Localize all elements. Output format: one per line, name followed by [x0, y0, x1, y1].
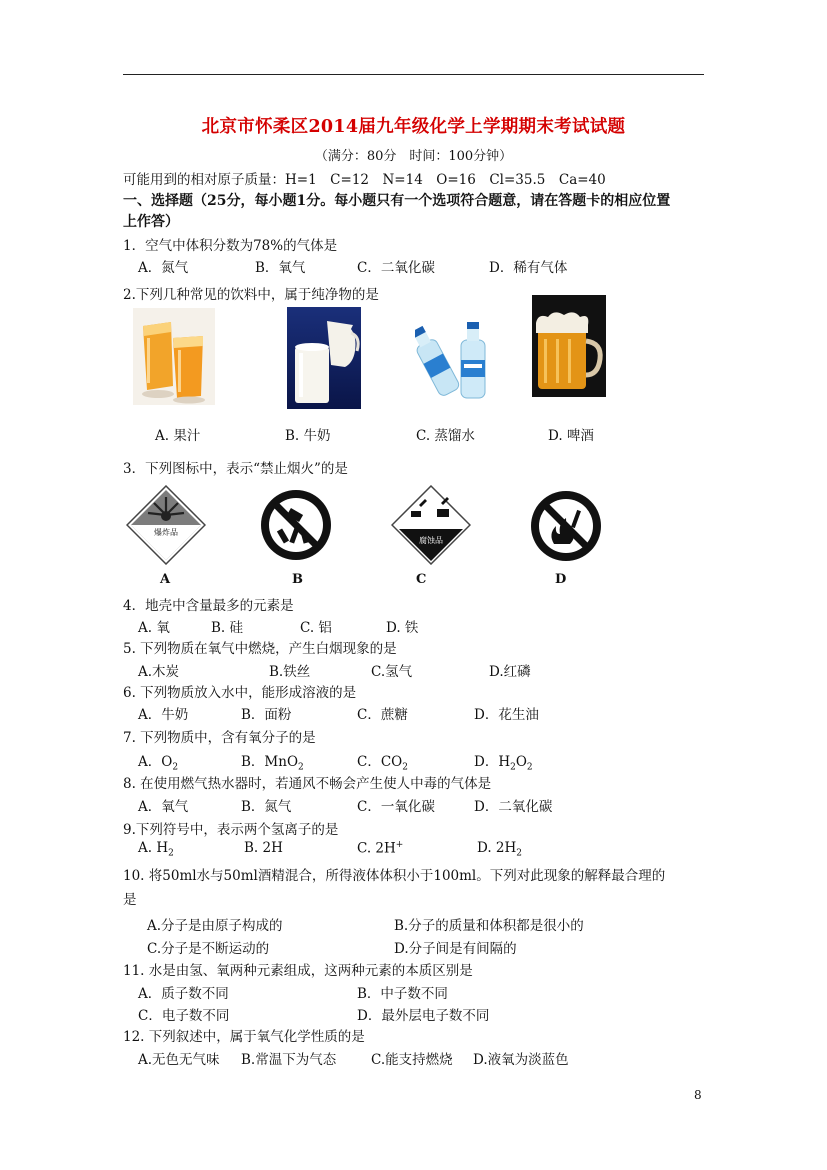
- page-title: 北京市怀柔区2014届九年级化学上学期期末考试试题: [201, 117, 626, 137]
- header-rule: [123, 74, 704, 75]
- no-dumping-sign-icon: [258, 487, 334, 563]
- beer-image: [532, 295, 606, 397]
- q10-option-a: A.分子是由原子构成的: [147, 918, 283, 934]
- q7-option-d: D．$H_2O_2$: [474, 754, 533, 773]
- q7-option-c: C．$CO_2$: [357, 754, 408, 773]
- q4-option-d: D. 铁: [386, 620, 419, 636]
- q8-option-c: C．一氧化碳: [357, 799, 435, 815]
- q3-stem: 3．下列图标中，表示“禁止烟火”的是: [123, 461, 348, 477]
- q12-stem: 12. 下列叙述中，属于氧气化学性质的是: [123, 1029, 365, 1045]
- q2-option-d: D. 啤酒: [548, 428, 594, 444]
- q9-stem: 9.下列符号中，表示两个氢离子的是: [123, 822, 339, 838]
- q1-option-c: C．二氧化碳: [357, 260, 435, 276]
- q12-option-d: D.液氧为淡蓝色: [473, 1052, 569, 1068]
- q4-option-a: A. 氧: [138, 620, 170, 636]
- q2-stem: 2.下列几种常见的饮料中，属于纯净物的是: [123, 287, 379, 303]
- exam-info: （满分：80分 时间：100分钟）: [314, 149, 513, 164]
- q8-option-b: B．氮气: [241, 799, 292, 815]
- distilled-water-image: [415, 318, 493, 400]
- no-fire-sign-icon: [528, 488, 604, 564]
- q6-stem: 6. 下列物质放入水中，能形成溶液的是: [123, 685, 357, 701]
- q7-option-a: A．$O_2$: [138, 754, 179, 773]
- q4-option-c: C. 铝: [300, 620, 332, 636]
- q8-option-d: D．二氧化碳: [474, 799, 553, 815]
- q7-option-b: B．MnO$_2$: [241, 754, 304, 773]
- section-heading-line2: 上作答）: [123, 214, 179, 230]
- q1-option-a: A．氮气: [138, 260, 189, 276]
- q11-option-c: C．电子数不同: [138, 1008, 230, 1024]
- q6-option-a: A．牛奶: [138, 707, 189, 723]
- q12-option-b: B.常温下为气态: [241, 1052, 337, 1068]
- q9-option-a: A. $H_2$: [138, 840, 174, 859]
- q10-option-d: D.分子间是有间隔的: [394, 941, 517, 957]
- q10-stem-line2: 是: [123, 892, 137, 908]
- q12-option-a: A.无色无气味: [138, 1052, 220, 1068]
- q7-stem: 7. 下列物质中，含有氧分子的是: [123, 730, 316, 746]
- q3-option-b: B: [292, 572, 303, 587]
- q11-stem: 11. 水是由氢、氧两种元素组成，这两种元素的本质区别是: [123, 963, 473, 979]
- q3-option-a: A: [160, 572, 171, 587]
- q9-option-d: D. $2H_2$: [477, 840, 523, 859]
- q1-stem: 1．空气中体积分数为78%的气体是: [123, 238, 338, 254]
- q6-option-d: D．花生油: [474, 707, 539, 723]
- q4-stem: 4．地壳中含量最多的元素是: [123, 598, 294, 614]
- section-heading-line1: 一、选择题（25分，每小题1分。每小题只有一个选项符合题意，请在答题卡的相应位置: [123, 193, 671, 209]
- q8-stem: 8. 在使用燃气热水器时，若通风不畅会产生使人中毒的气体是: [123, 776, 492, 792]
- juice-image: [133, 308, 215, 405]
- q3-option-d: D: [555, 572, 567, 587]
- q1-option-d: D．稀有气体: [489, 260, 568, 276]
- q11-option-d: D．最外层电子数不同: [357, 1008, 490, 1024]
- q6-option-c: C．蔗糖: [357, 707, 408, 723]
- q5-option-b: B.铁丝: [269, 664, 311, 680]
- q3-option-c: C: [416, 572, 427, 587]
- q4-option-b: B. 硅: [211, 620, 244, 636]
- q12-option-c: C.能支持燃烧: [371, 1052, 453, 1068]
- q1-option-b: B．氧气: [255, 260, 306, 276]
- q9-option-c: C. 2H+: [357, 840, 404, 857]
- q2-option-b: B. 牛奶: [285, 428, 331, 444]
- q2-option-a: A. 果汁: [155, 428, 201, 444]
- q6-option-b: B．面粉: [241, 707, 292, 723]
- q5-option-a: A.木炭: [138, 664, 180, 680]
- explosive-sign-icon: [126, 485, 206, 565]
- page-number: 8: [694, 1088, 702, 1102]
- q8-option-a: A．氧气: [138, 799, 189, 815]
- sign-c-label: 腐蚀品: [419, 536, 443, 545]
- q5-stem: 5. 下列物质在氧气中燃烧，产生白烟现象的是: [123, 641, 397, 657]
- q10-option-c: C.分子是不断运动的: [147, 941, 270, 957]
- sign-a-label: 爆炸品: [154, 528, 178, 537]
- q9-option-b: B. 2H: [244, 840, 283, 856]
- q10-stem-line1: 10. 将50ml水与50ml酒精混合，所得液体体积小于100ml。下列对此现象的解释最合理的: [123, 868, 666, 884]
- q5-option-c: C.氢气: [371, 664, 413, 680]
- q5-option-d: D.红磷: [489, 664, 531, 680]
- q2-option-c: C. 蒸馏水: [416, 428, 475, 444]
- q11-option-a: A．质子数不同: [138, 986, 229, 1002]
- atomic-masses: 可能用到的相对原子质量：H=1 C=12 N=14 O=16 Cl=35.5 Ca=40: [123, 172, 606, 188]
- milk-image: [287, 307, 361, 409]
- corrosive-sign-icon: [391, 485, 471, 565]
- q10-option-b: B.分子的质量和体积都是很小的: [394, 918, 584, 934]
- q11-option-b: B．中子数不同: [357, 986, 448, 1002]
